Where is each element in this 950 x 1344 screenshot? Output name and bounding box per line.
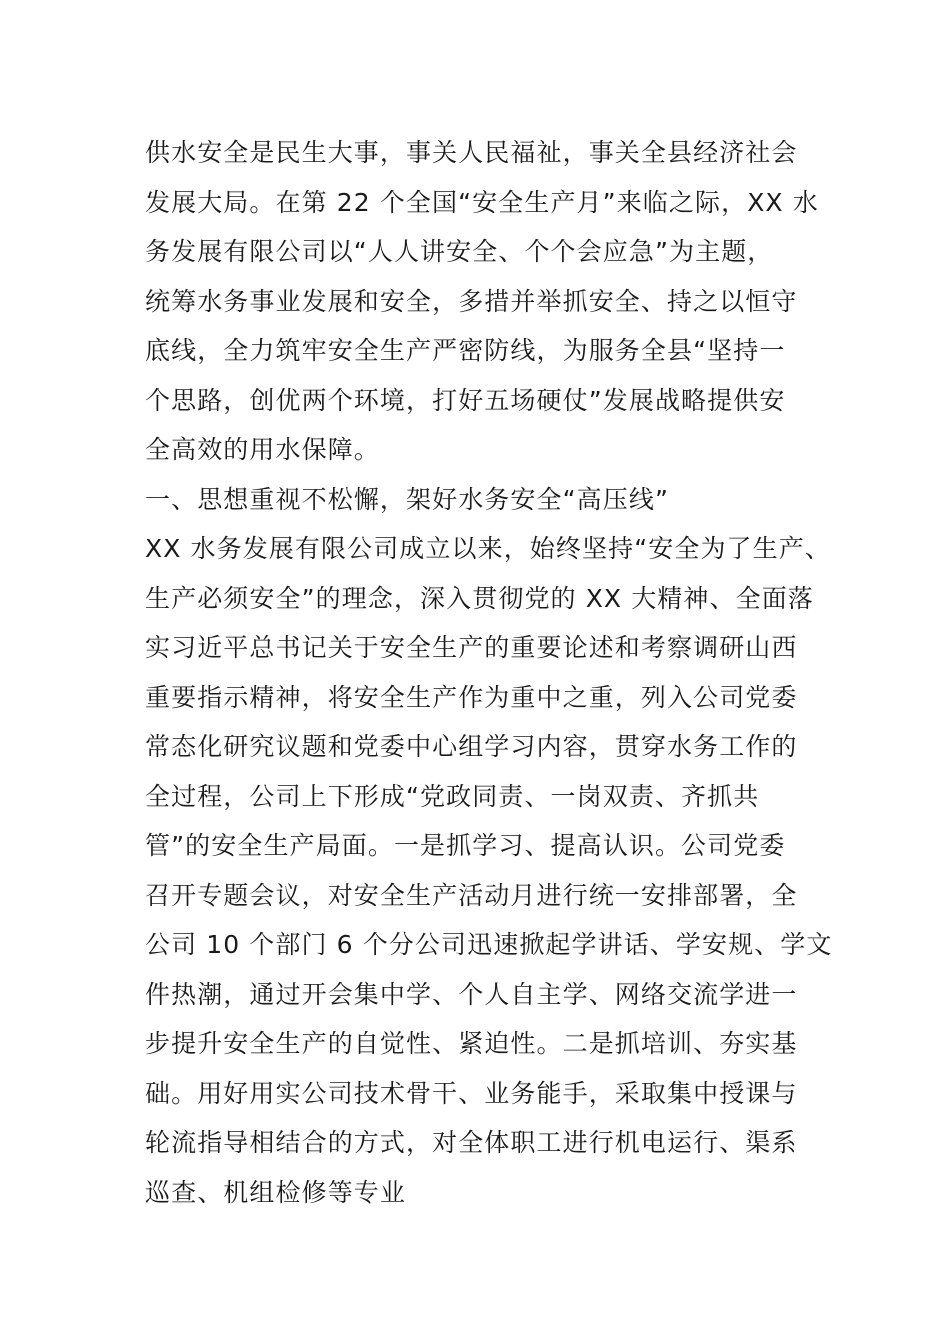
body-line: 全过程，公司上下形成“党政同责、一岗双责、齐抓共 [145,781,760,811]
body-line: 础。用好用实公司技术骨干、业务能手，采取集中授课与 [145,1078,798,1108]
body-line: 公司 10 个部门 6 个分公司迅速掀起学讲话、学安规、学文 [145,930,833,959]
body-line: XX 水务发展有限公司成立以来，始终坚持“安全为了生产、 [145,534,831,563]
document-body [145,128,833,1217]
body-line: 步提升安全生产的自觉性、紧迫性。二是抓培训、夯实基 [145,1029,798,1058]
body-line: 重要指示精神，将安全生产作为重中之重，列入公司党委 [145,682,798,712]
body-line: 轮流指导相结合的方式，对全体职工进行机电运行、渠系 [145,1128,798,1157]
body-line: 件热潮，通过开会集中学、个人自主学、网络交流学进一 [145,979,798,1009]
body-line: 常态化研究议题和党委中心组学习内容，贯穿水务工作的 [145,732,798,761]
intro-line: 统筹水务事业发展和安全，多措并举抓安全、持之以恒守 [145,286,798,316]
intro-line: 供水安全是民生大事，事关人民福祉，事关全县经济社会 [145,138,798,167]
body-line: 生产必须安全”的理念，深入贯彻党的 XX 大精神、全面落 [145,583,814,613]
section-heading: 一、思想重视不松懈，架好水务安全“高压线” [145,484,670,514]
body-line: 实习近平总书记关于安全生产的重要论述和考察调研山西 [145,633,798,662]
intro-line: 底线，全力筑牢安全生产严密防线，为服务全县“坚持一 [145,336,786,365]
body-line: 巡查、机组检修等专业 [145,1177,407,1207]
intro-line: 个思路，创优两个环境，打好五场硬仗”发展战略提供安 [145,385,786,415]
body-line: 召开专题会议，对安全生产活动月进行统一安排部署，全 [145,880,798,910]
intro-line: 发展大局。在第 22 个全国“安全生产月”来临之际，XX 水 [145,187,819,217]
body-line: 管”的安全生产局面。一是抓学习、提高认识。公司党委 [145,831,786,860]
intro-line: 务发展有限公司以“人人讲安全、个个会应急”为主题， [145,237,774,266]
intro-line: 全高效的用水保障。 [145,435,380,464]
